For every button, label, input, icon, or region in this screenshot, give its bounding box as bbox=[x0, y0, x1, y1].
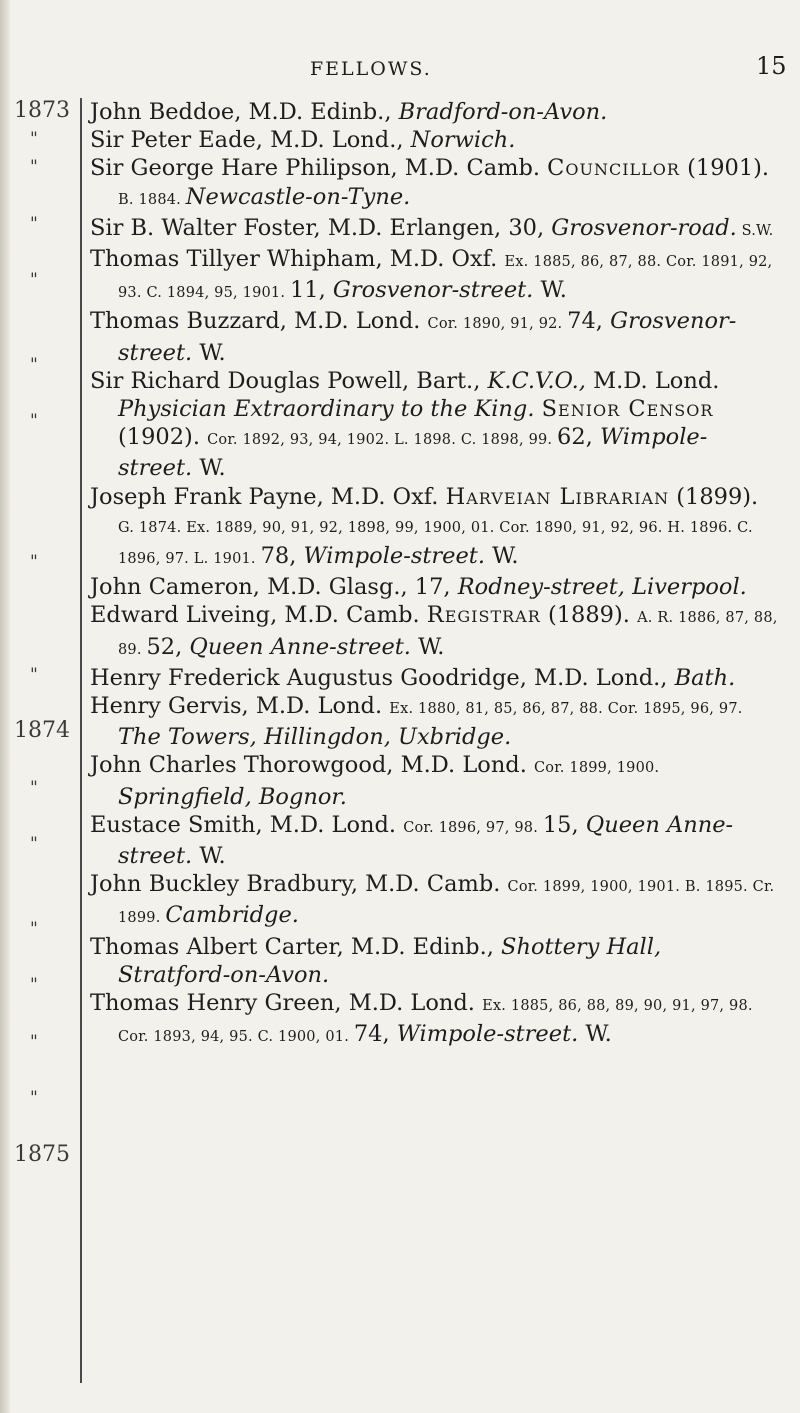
ditto-mark: " bbox=[30, 778, 38, 798]
fellow-entry: Thomas Henry Green, M.D. Lond. Ex. 1885, 86, 88, 89, 90, 91, 97, 98. Cor. 1893, 94, 95. C. 1900, 01. 74, Wimpole-street. W. bbox=[90, 990, 753, 1048]
ditto-mark: " bbox=[30, 975, 38, 995]
fellow-entry: Sir B. Walter Foster, M.D. Erlangen, 30, Grosvenor-road. S.W. bbox=[90, 214, 774, 241]
ditto-mark: " bbox=[30, 834, 38, 854]
ditto-mark: " bbox=[30, 411, 38, 431]
fellow-entry: John Buckley Bradbury, M.D. Camb. Cor. 1899, 1900, 1901. B. 1895. Cr. 1899. Cambridge. bbox=[90, 871, 775, 929]
ditto-mark: " bbox=[30, 1032, 38, 1052]
year-label: 1873 bbox=[14, 98, 70, 123]
fellow-entry: Eustace Smith, M.D. Lond. Cor. 1896, 97, 98. 15, Queen Anne-street. W. bbox=[90, 811, 734, 870]
page-edge bbox=[0, 0, 10, 1413]
fellow-entry: John Cameron, M.D. Glasg., 17, Rodney-street, Liverpool. bbox=[90, 574, 747, 601]
ditto-mark: " bbox=[30, 665, 38, 685]
fellow-entry: Thomas Tillyer Whipham, M.D. Oxf. Ex. 1885, 86, 87, 88. Cor. 1891, 92, 93. C. 1894, 95, 1901. 11, Grosvenor-street. W. bbox=[90, 246, 773, 304]
fellow-entry: John Charles Thorowgood, M.D. Lond. Cor. 1899, 1900. Springfield, Bognor. bbox=[90, 752, 660, 810]
fellow-entry: Sir Richard Douglas Powell, Bart., K.C.V.O., M.D. Lond. Physician Extraordinary to the King. Senior Censor (1902). Cor. 1892, 93, 94, 1902. L. 1898. C. 1898, 99. 62, Wimpole-street. W. bbox=[90, 367, 720, 482]
fellow-entry: Thomas Buzzard, M.D. Lond. Cor. 1890, 91, 92. 74, Grosvenor-street. W. bbox=[90, 308, 737, 366]
fellow-entry: Joseph Frank Payne, M.D. Oxf. Harveian Librarian (1899). G. 1874. Ex. 1889, 90, 91, 92, 1898, 99, 1900, 01. Cor. 1890, 91, 92, 96. H. 1896. C. 1896, 97. L. 1901. 78, Wimpole-street. W. bbox=[90, 483, 759, 570]
fellow-entry: Henry Gervis, M.D. Lond. Ex. 1880, 81, 85, 86, 87, 88. Cor. 1895, 96, 97. The Towers, Hillingdon, Uxbridge. bbox=[90, 693, 743, 751]
ditto-mark: " bbox=[30, 157, 38, 177]
ditto-mark: " bbox=[30, 919, 38, 939]
ditto-mark: " bbox=[30, 552, 38, 572]
ditto-mark: " bbox=[30, 214, 38, 234]
running-header bbox=[0, 52, 800, 82]
fellow-entry: Henry Frederick Augustus Goodridge, M.D. Lond., Bath. bbox=[90, 664, 736, 691]
page-title: FELLOWS. bbox=[310, 58, 432, 80]
ditto-mark: " bbox=[30, 1088, 38, 1108]
ditto-mark: " bbox=[30, 355, 38, 375]
fellow-entry: John Beddoe, M.D. Edinb., Bradford-on-Avon. bbox=[90, 99, 608, 125]
fellow-entry: Sir Peter Eade, M.D. Lond., Norwich. bbox=[90, 127, 516, 154]
year-label: 1874 bbox=[14, 718, 70, 743]
ditto-mark: " bbox=[30, 129, 38, 149]
year-label: 1875 bbox=[14, 1142, 70, 1167]
page-number: 15 bbox=[756, 52, 787, 80]
fellow-entry: Sir George Hare Philipson, M.D. Camb. Councillor (1901). B. 1884. Newcastle-on-Tyne. bbox=[90, 155, 770, 210]
fellow-entry: Edward Liveing, M.D. Camb. Registrar (1889). A. R. 1886, 87, 88, 89. 52, Queen Anne-street. W. bbox=[90, 602, 778, 660]
fellow-entry: Thomas Albert Carter, M.D. Edinb., Shottery Hall, Stratford-on-Avon. bbox=[90, 933, 662, 988]
ditto-mark: " bbox=[30, 270, 38, 290]
fellows-list bbox=[90, 98, 780, 1052]
